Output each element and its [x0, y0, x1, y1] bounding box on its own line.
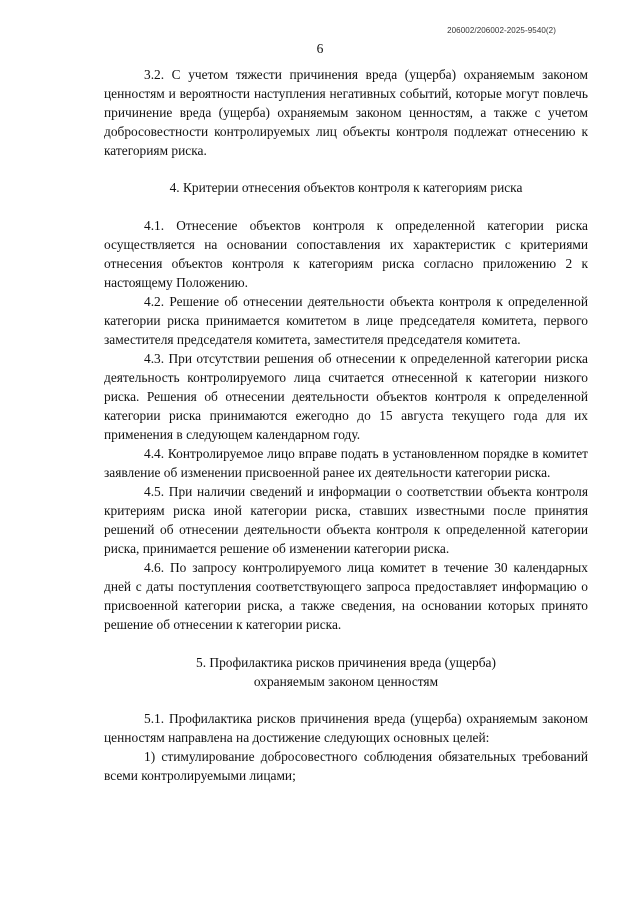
section-5-heading — [104, 653, 588, 691]
page-number: 6 — [316, 41, 324, 56]
section-4-heading: 4. Критерии отнесения объектов контроля к категориям риска — [169, 180, 523, 195]
document-body — [104, 65, 588, 785]
paragraph-4-5: 4.5. При наличии сведений и информации о соответствии объекта контроля критериям риска иной категории риска, ставших известными после принятия решений об отнесении деятельности объекта контроля к определенной категории риска, принимается решение об изменении категории риска. — [104, 484, 588, 556]
paragraph-5-1-item-1: 1) стимулирование добросовестного соблюдения обязательных требований всеми контролируемыми лицами; — [104, 749, 588, 783]
paragraph-4-3: 4.3. При отсутствии решения об отнесении к определенной категории риска деятельность контролируемого лица считается отнесенной к категории низкого риска. Решения об отнесении деятельности объектов контроля к определенной категории риска принимаются ежегодно до 15 августа текущего года для их применения в следующем календарном году. — [104, 351, 588, 442]
paragraph-4-2: 4.2. Решение об отнесении деятельности объекта контроля к определенной категории риска принимается комитетом в лице председателя комитета, первого заместителя председателя комитета, заместителя председателя комитета. — [104, 294, 588, 347]
paragraph-4-4: 4.4. Контролируемое лицо вправе подать в установленном порядке в комитет заявление об изменении присвоенной ранее их деятельности категории риска. — [104, 446, 588, 480]
section-5-heading-line-1: 5. Профилактика рисков причинения вреда (ущерба) — [196, 655, 496, 670]
paragraph-4-6: 4.6. По запросу контролируемого лица комитет в течение 30 календарных дней с даты поступления соответствующего запроса предоставляет информацию о присвоенной категории риска, а также сведения, на основании которых принято решение об отнесении к категории риска. — [104, 560, 588, 632]
paragraph-4-1: 4.1. Отнесение объектов контроля к определенной категории риска осуществляется на основании сопоставления их характеристик с критериями отнесения объектов контроля к категориям риска согласно приложению 2 к настоящему Положению. — [104, 218, 588, 290]
section-5-heading-line-2: охраняемым законом ценностям — [253, 674, 439, 689]
paragraph-3-2: 3.2. С учетом тяжести причинения вреда (ущерба) охраняемым законом ценностям и вероятности наступления негативных событий, которые могут повлечь причинение вреда (ущерба) охраняемым законом ценностям, а также с учетом добросовестности контролируемых лиц объекты контроля подлежат отнесению к категориям риска. — [104, 67, 588, 158]
paragraph-5-1: 5.1. Профилактика рисков причинения вреда (ущерба) охраняемым законом ценностям направлена на достижение следующих основных целей: — [104, 711, 588, 745]
document-code: 206002/206002-2025-9540(2) — [447, 26, 556, 35]
